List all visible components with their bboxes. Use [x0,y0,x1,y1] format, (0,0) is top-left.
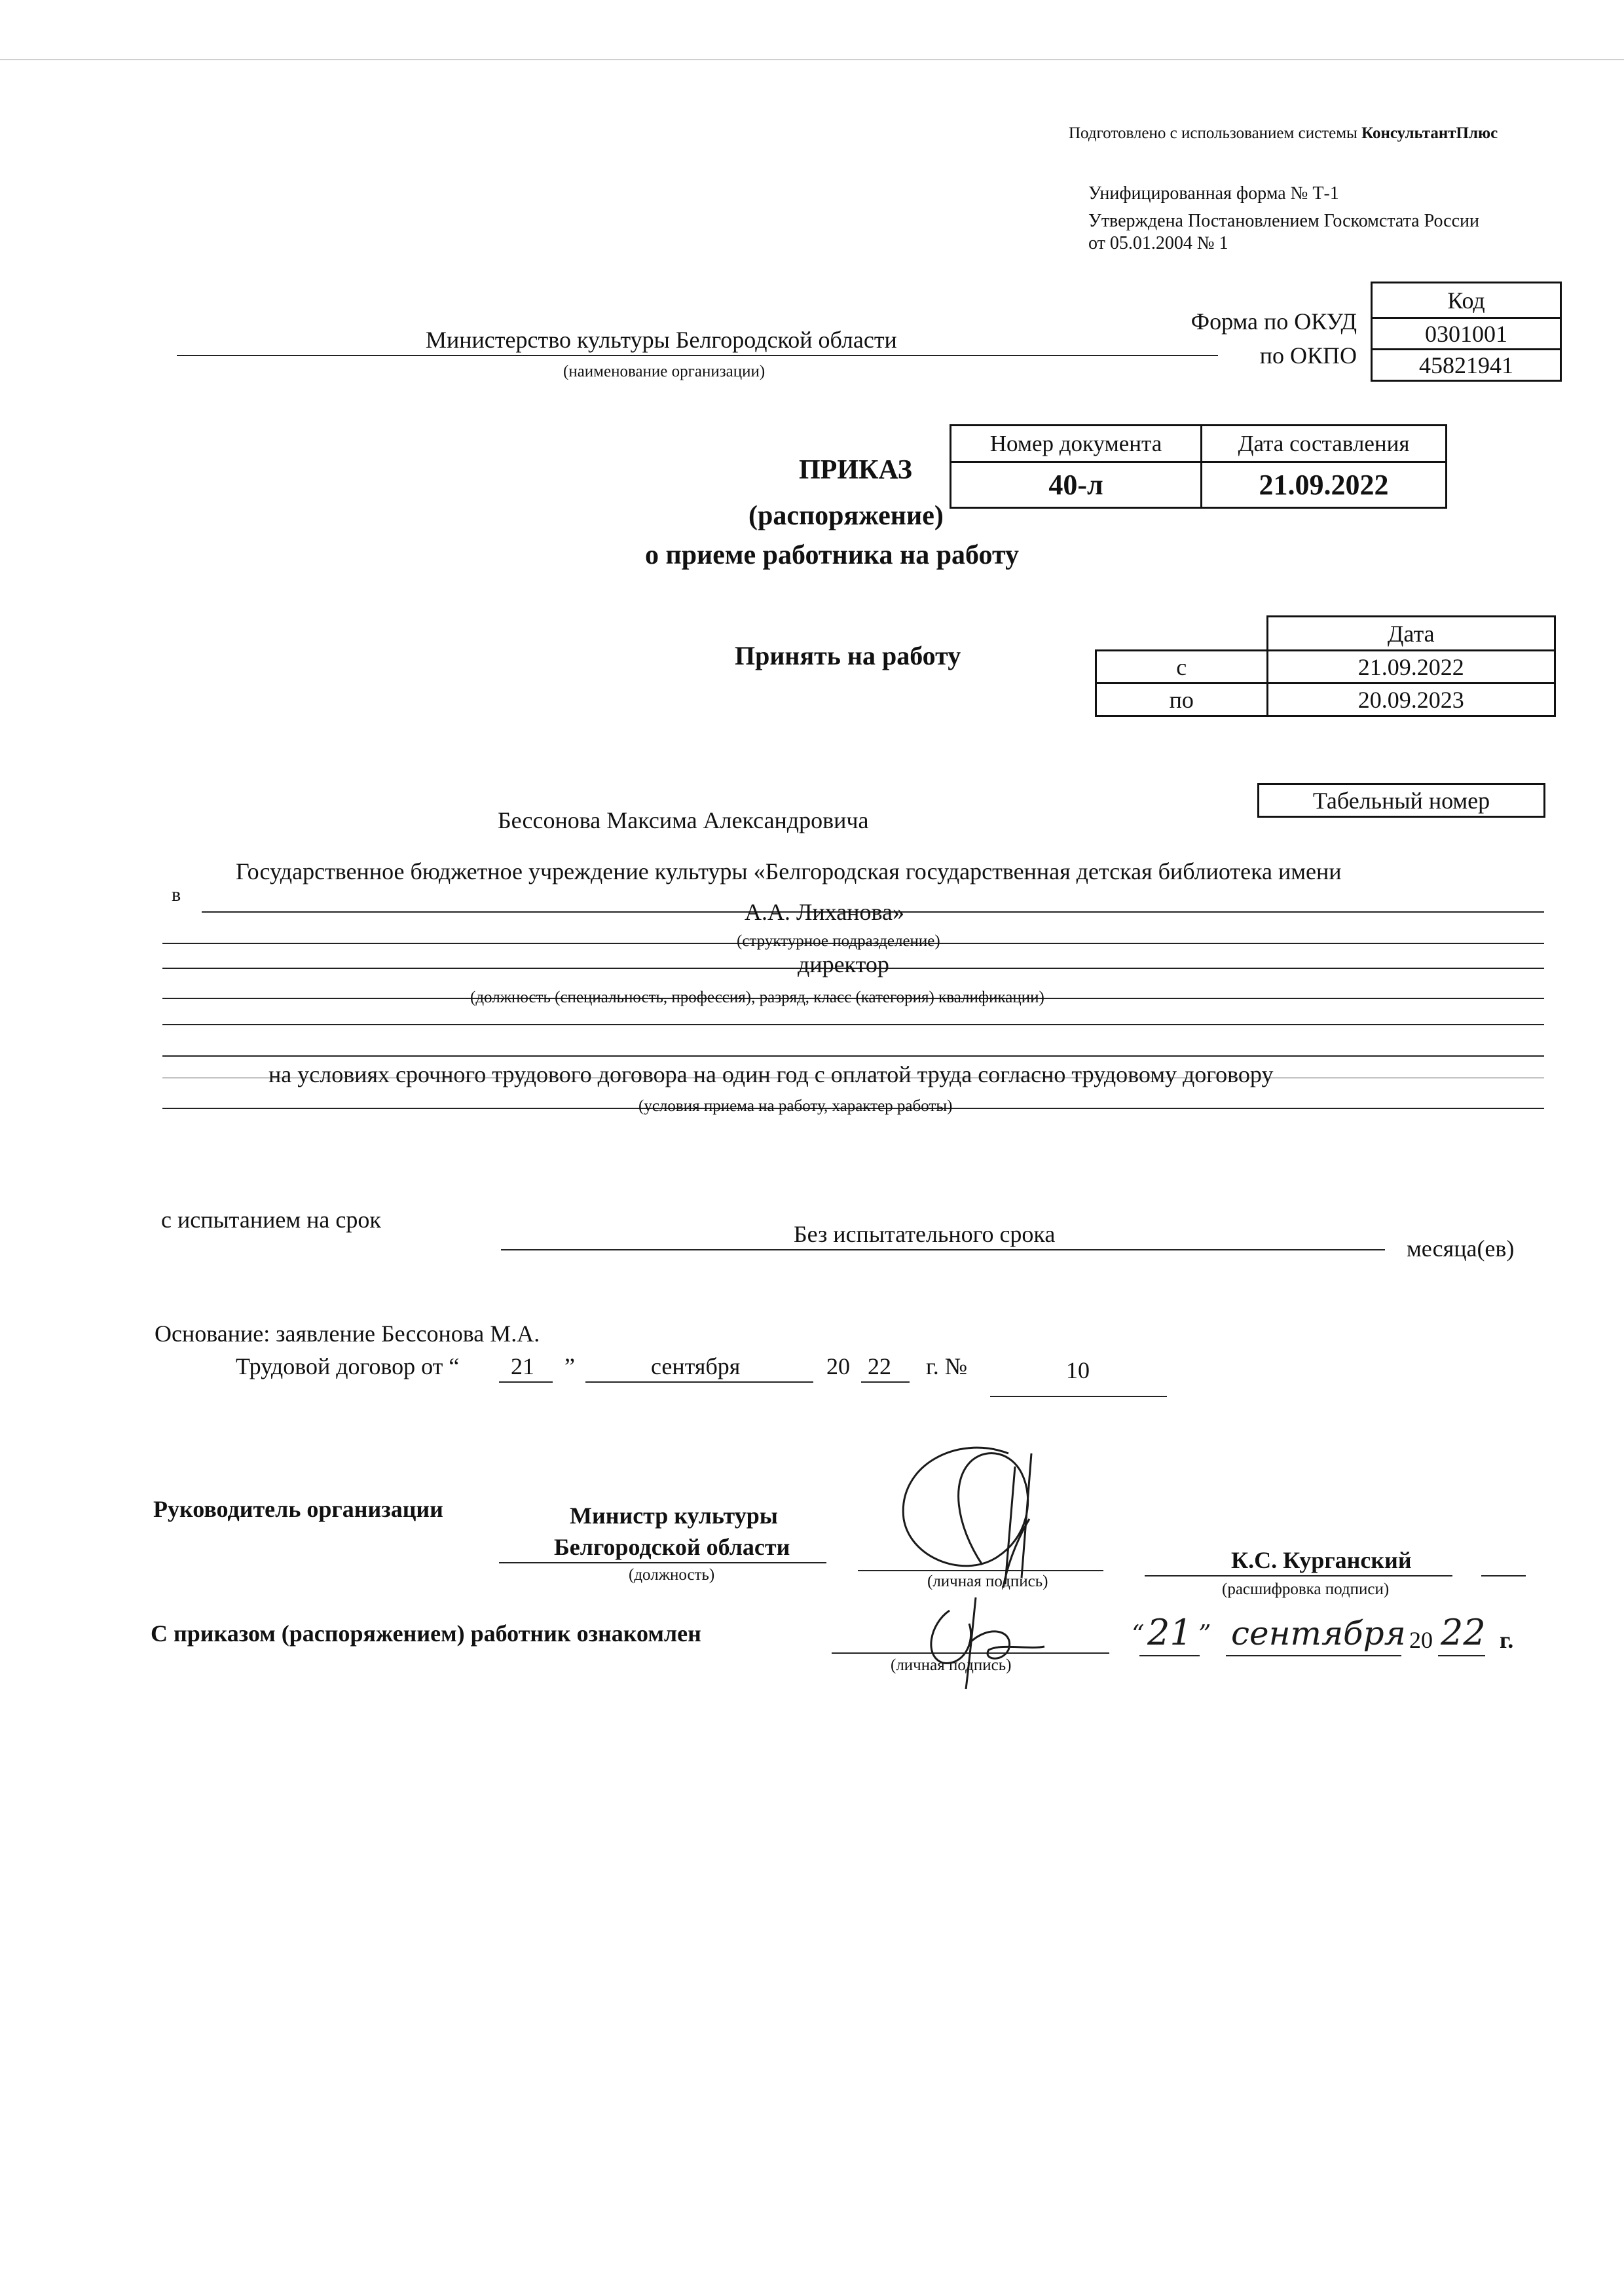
head-position-underline [499,1562,826,1563]
basis-label: Основание: заявление Бессонова М.А. [155,1321,540,1347]
scan-edge-line [0,59,1624,60]
acquaint-day: 21 [1147,1612,1192,1653]
codes-table [1371,282,1562,382]
codes-header: Код [1372,283,1561,318]
head-signature-caption: (личная подпись) [927,1573,1048,1590]
employee-name: Бессонова Максима Александровича [498,807,869,833]
title-rasporyazhenie: (распоряжение) [748,501,944,531]
hire-date-header: Дата [1267,617,1555,651]
contract-month: сентября [651,1353,741,1379]
head-name-underline [1145,1575,1452,1576]
contract-day-underline [499,1381,553,1383]
hire-dates-table [1095,615,1556,717]
tab-number-table [1257,783,1545,818]
position-extra-line2 [162,1055,1544,1057]
hire-to-label: по [1096,683,1268,716]
head-position-caption: (должность) [629,1566,715,1584]
position-value: директор [798,951,889,977]
head-position-line2: Белгородской области [554,1534,790,1560]
head-name-underline-tail [1481,1575,1526,1576]
title-subject: о приеме работника на работу [645,540,1020,570]
organization-name: Министерство культуры Белгородской области [426,327,897,353]
form-info-line2: Утверждена Постановлением Госкомстата России [1088,211,1480,231]
department-prefix: в [172,884,181,905]
consultant-brand: КонсультантПлюс [1361,124,1498,142]
contract-year-prefix: 20 [826,1353,850,1379]
okpo-label: по ОКПО [1259,342,1357,369]
title-prikaz: ПРИКАЗ [799,455,912,485]
head-name: К.С. Курганский [1231,1547,1412,1573]
doc-number: 40-л [951,462,1202,508]
contract-number: 10 [1066,1357,1090,1383]
hire-label: Принять на работу [735,641,961,670]
form-info-line3: от 05.01.2004 № 1 [1088,233,1228,253]
hire-from-date: 21.09.2022 [1267,651,1555,683]
head-position-line1: Министр культуры [570,1503,778,1529]
acquaint-year-underline [1438,1655,1485,1656]
hire-from-label: с [1096,651,1268,683]
contract-quote-close: ” [564,1353,575,1379]
organization-caption: (наименование организации) [563,363,766,380]
acquaint-month-underline [1226,1655,1401,1656]
head-name-caption: (расшифровка подписи) [1222,1580,1390,1598]
acquaint-quote-open: “ [1132,1620,1145,1649]
probation-label: с испытанием на срок [161,1207,381,1233]
contract-prefix: Трудовой договор от “ [236,1353,460,1379]
acquaint-day-underline [1139,1655,1200,1656]
hire-empty-cell [1096,617,1268,651]
contract-number-label: г. № [926,1353,968,1379]
employee-signature-image [904,1584,1054,1696]
head-label: Руководитель организации [153,1496,443,1522]
department-caption: (структурное подразделение) [737,932,940,950]
contract-year: 22 [868,1353,891,1379]
department-line1: Государственное бюджетное учреждение культуры «Белгородская государственная детская библиотека имени [236,858,1342,884]
position-extra-line1 [162,1024,1544,1025]
top-note-prefix: Подготовлено с использованием системы [1069,124,1362,142]
probation-value: Без испытательного срока [794,1221,1056,1247]
probation-underline [501,1249,1385,1250]
tab-number-header: Табельный номер [1259,784,1545,817]
doc-number-header: Номер документа [951,426,1202,462]
contract-year-underline [861,1381,910,1383]
top-note [1069,124,1498,143]
okpo-value: 45821941 [1372,350,1561,381]
acquaint-signature-caption: (личная подпись) [891,1656,1012,1674]
acquaint-month: сентября [1231,1614,1406,1652]
department-line2: А.А. Лиханова» [745,899,904,925]
form-info-line1: Унифицированная форма № Т-1 [1088,183,1339,204]
contract-month-underline [585,1381,813,1383]
head-signature-image [858,1427,1107,1597]
hire-to-date: 20.09.2023 [1267,683,1555,716]
okud-label: Форма по ОКУД [1190,308,1357,335]
position-caption: (должность (специальность, профессия), разряд, класс (категория) квалификации) [470,989,1044,1006]
acquaint-quote-close: ” [1198,1620,1211,1649]
probation-unit: месяца(ев) [1407,1235,1515,1262]
acquaint-year: 22 [1441,1612,1486,1653]
contract-day: 21 [511,1353,534,1379]
organization-underline [177,355,1218,356]
conditions-value: на условиях срочного трудового договора на один год с оплатой труда согласно трудовому договору [268,1061,1274,1087]
okud-value: 0301001 [1372,318,1561,350]
acquaint-year-prefix: 20 [1409,1627,1433,1653]
doc-date: 21.09.2022 [1202,462,1447,508]
contract-number-underline [990,1396,1167,1397]
acquaint-year-suffix: г. [1500,1627,1514,1653]
acquaint-label: С приказом (распоряжением) работник ознакомлен [151,1620,701,1647]
conditions-caption: (условия приема на работу, характер работы) [638,1097,953,1115]
doc-date-header: Дата составления [1202,426,1447,462]
doc-table [950,424,1447,509]
